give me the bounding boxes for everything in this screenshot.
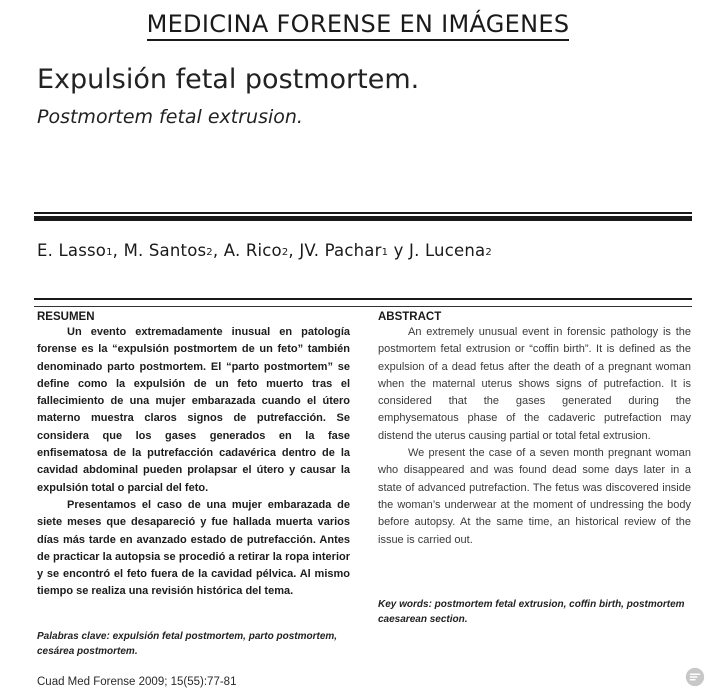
author: J. Lucena$^2$ bbox=[409, 241, 492, 260]
abstract-heading: ABSTRACT bbox=[378, 311, 442, 323]
resumen-column bbox=[37, 311, 350, 601]
abstract-paragraph: An extremely unusual event in forensic pathology is the postmortem fetal extrusion or “coffin birth”. It is defined as the expulsion of a dead fetus after the death of a pregnant woman when the maternal uterus shows signs of putrefaction. It is considered that the gases generated during the emphysematous phase of the cadaveric putrefaction may distend the uterus causing partial or total fetal extrusion. bbox=[378, 326, 691, 442]
journal-section-title: MEDICINA FORENSE EN IMÁGENES bbox=[147, 10, 570, 41]
article-title-spanish: Expulsión fetal postmortem. bbox=[37, 64, 420, 95]
divider-top-thin bbox=[34, 212, 692, 214]
divider-bottom-hairline bbox=[34, 306, 692, 307]
resumen-paragraph: Presentamos el caso de una mujer embarazada de siete meses que desapareció y fue hallada muerta varios días más tarde en avanzado estado de putrefacción. Antes de practicar la autopsia se procedió a retirar la ropa interior y se encontró el feto fuera de la cavidad pélvica. Al mismo tiempo se realiza una revisión histórica del tema. bbox=[37, 498, 350, 598]
resumen-paragraph: Un evento extremadamente inusual en patología forense es la “expulsión postmortem de un feto” también denominado parto postmortem. El “parto postmortem” se define como la expulsión de un feto muerto tras el fallecimiento de una mujer embarazada cuando el útero materno muestra claros signos de putrefacción. Se considera que los gases generados en la fase enfisematosa de la putrefacción cadavérica dentro de la cavidad abdominal pueden prolapsar el útero y causar la expulsión total o parcial del feto. bbox=[37, 326, 350, 494]
author-list bbox=[37, 241, 492, 260]
journal-citation: Cuad Med Forense 2009; 15(55):77-81 bbox=[37, 676, 237, 688]
abstract-keywords: Key words: postmortem fetal extrusion, coffin birth, postmortem caesarean section. bbox=[378, 599, 685, 625]
watermark-logo bbox=[684, 666, 706, 688]
author: M. Santos$^2$, bbox=[123, 241, 224, 260]
divider-top-thick bbox=[34, 216, 692, 221]
resumen-keywords: Palabras clave: expulsión fetal postmortem, parto postmortem, cesárea postmortem. bbox=[37, 631, 338, 657]
resumen-heading: RESUMEN bbox=[37, 311, 95, 323]
article-title-english: Postmortem fetal extrusion. bbox=[37, 106, 303, 128]
journal-section-header bbox=[0, 10, 716, 38]
divider-bottom-thin bbox=[34, 298, 692, 300]
author: E. Lasso$^1$, bbox=[37, 241, 124, 260]
chat-bubble-logo-icon bbox=[684, 666, 706, 688]
author: A. Rico$^2$, bbox=[223, 241, 300, 260]
abstract-paragraph: We present the case of a seven month pregnant woman who disappeared and was found dead some days later in a state of advanced putrefaction. The fetus was discovered inside the woman’s underwear at the moment of undressing the body before autopsy. At the same time, an historical review of the issue is carried out. bbox=[378, 447, 691, 546]
abstract-column bbox=[378, 311, 691, 549]
author: JV. Pachar$^1$ y bbox=[299, 241, 409, 260]
